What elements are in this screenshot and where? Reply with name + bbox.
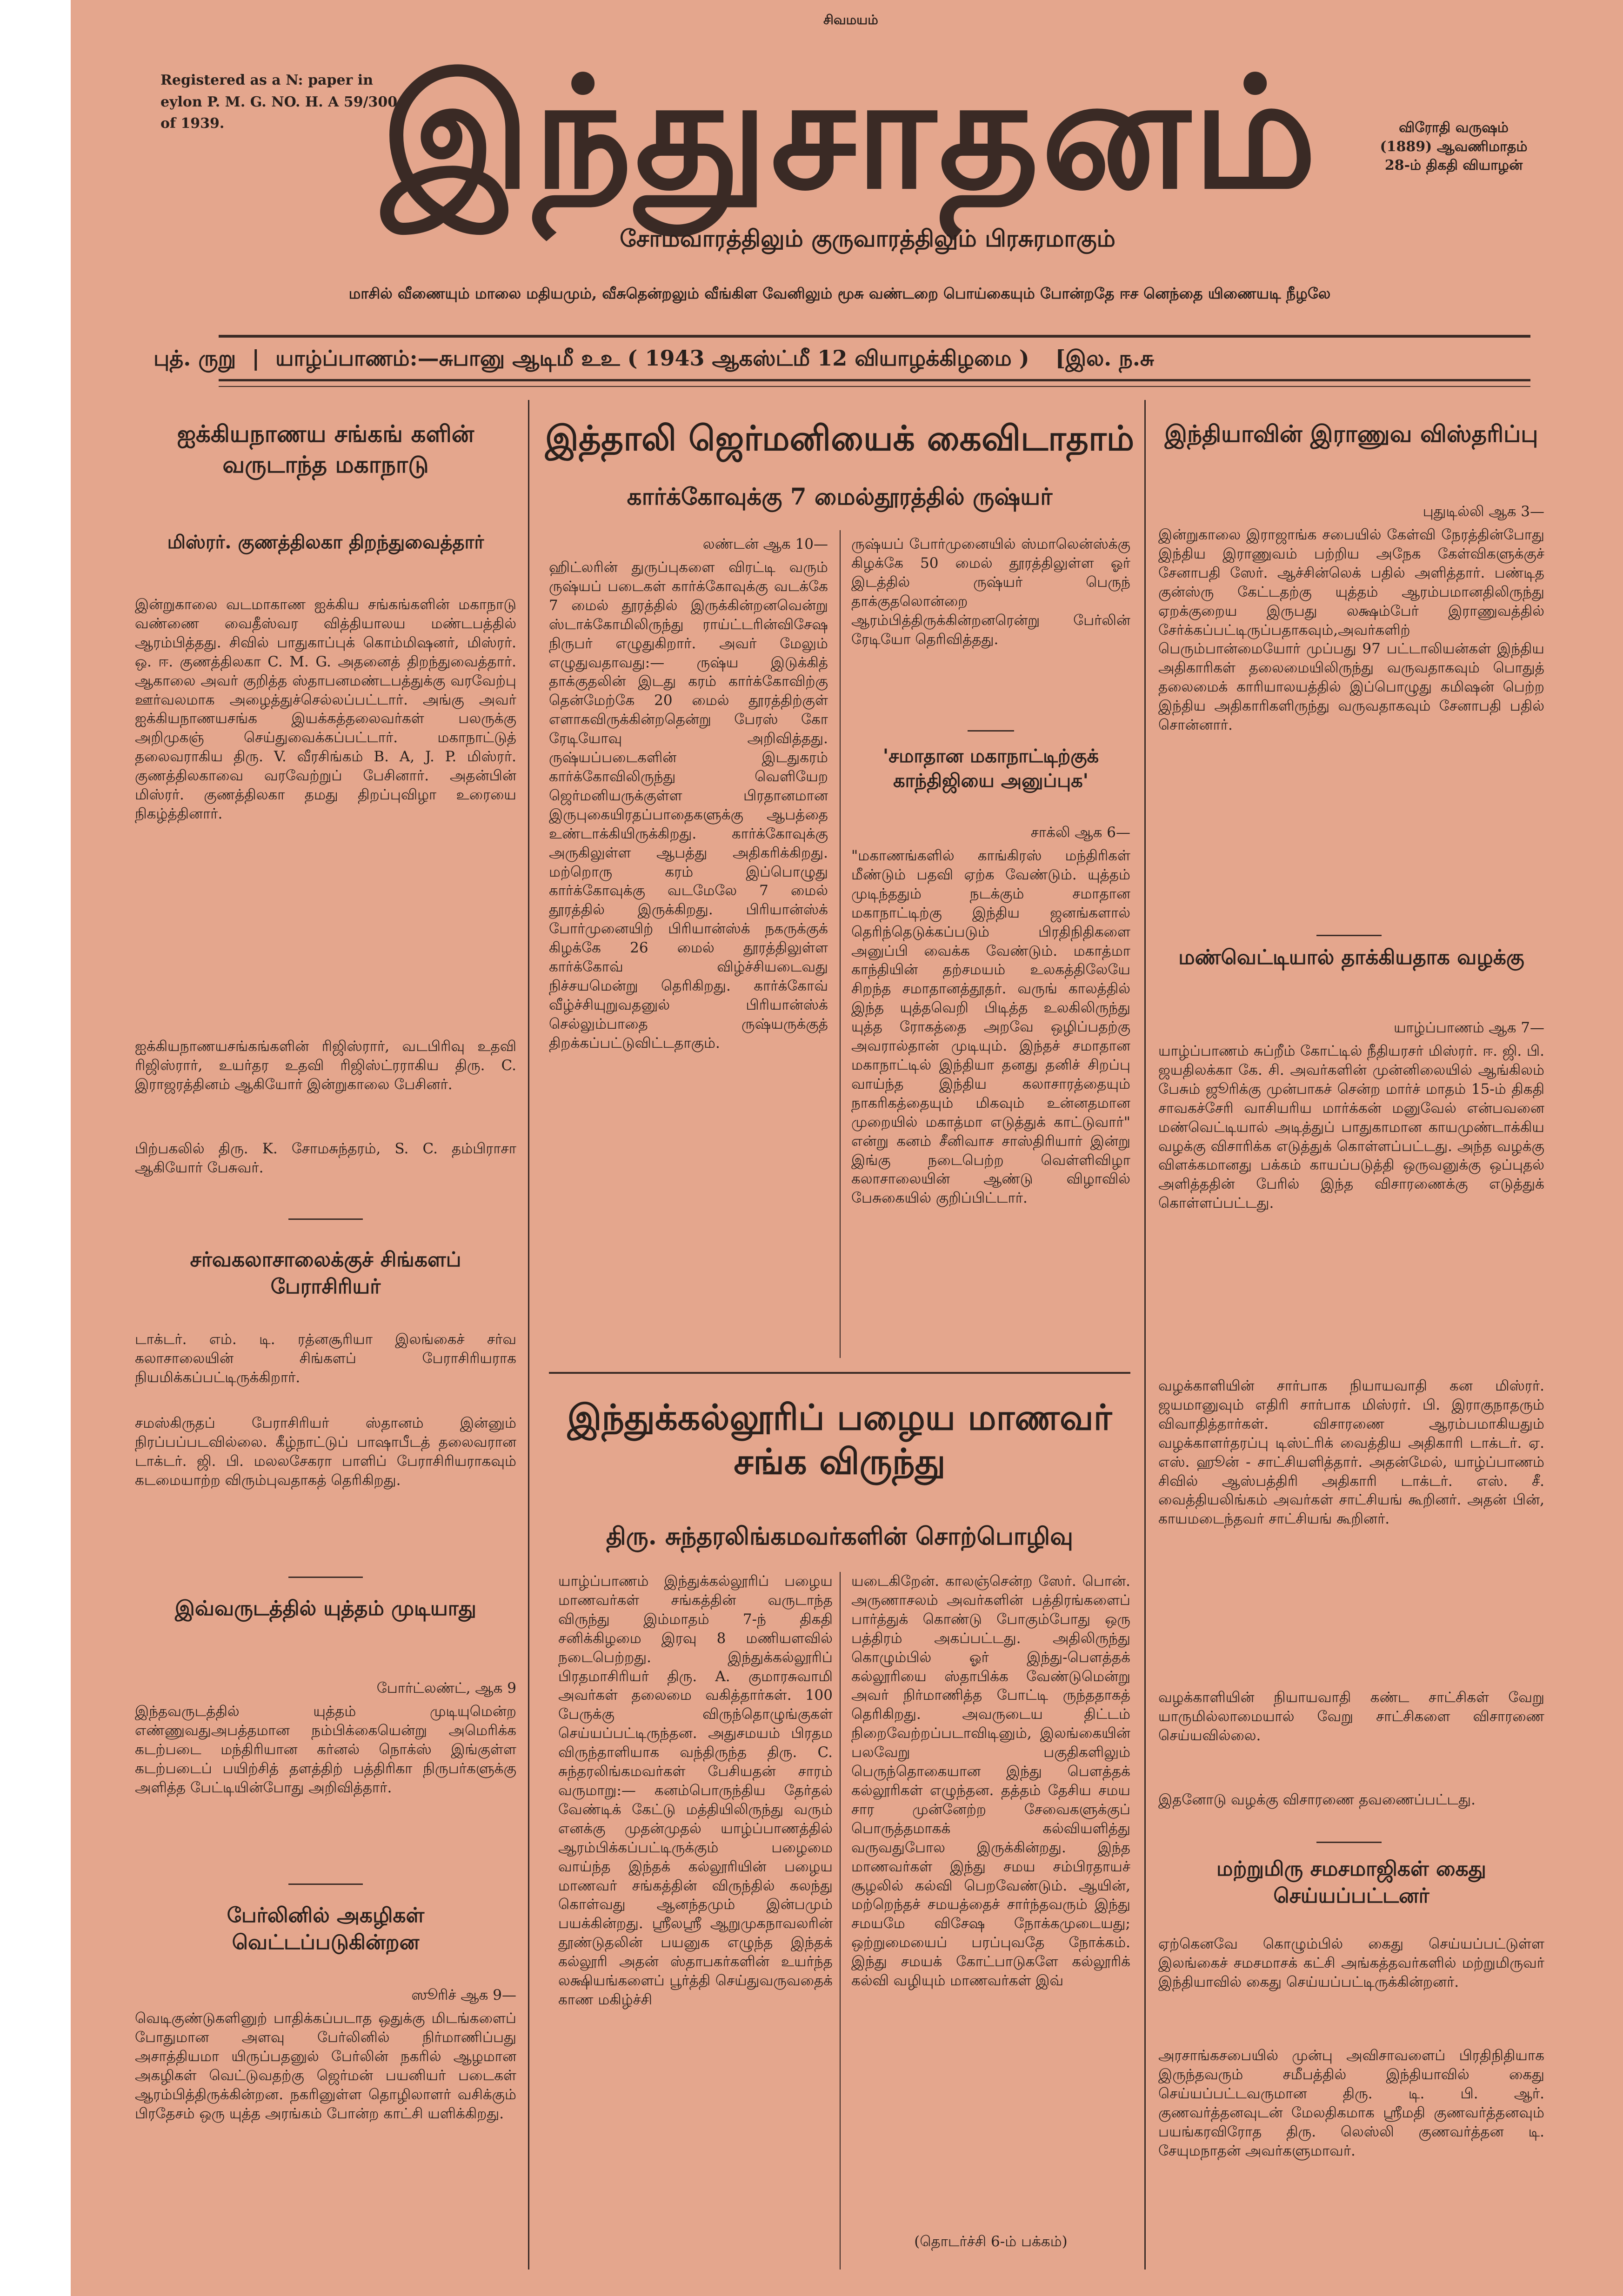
year-info: விரோதி வருஷம் (1889) ஆவணிமாதம் 28-ம் திகதி வியாழன்	[1380, 120, 1528, 173]
column-divider-1	[528, 400, 529, 2269]
article-berlin-trenches-title: பேர்லினில் அகழிகள் வெட்டப்படுகின்றன	[227, 1903, 425, 1955]
article-italy-germany-title: இத்தாலி ஜெர்மனியைக் கைவிடாதாம்	[545, 419, 1135, 459]
article-india-army-dateline: புதுடில்லி ஆக 3—	[1423, 503, 1544, 520]
article-berlin-trenches-dateline: ஸூரிச் ஆக 9—	[411, 1987, 516, 2003]
article-spade-assault-title: மண்வெட்டியால் தாக்கியதாக வழக்கு	[1178, 945, 1524, 969]
article-spade-assault-body-3: வழக்காளியின் நியாயவாதி கண்ட சாட்சிகள் வேறு யாருமில்லாமையால் வேறு சாட்சிகளை விசாரணை செய்யவில்லை.	[1158, 1689, 1544, 1744]
motto-verse: மாசில் வீணையும் மாலை மதியமும், வீசுதென்றலும் வீங்கிள வேனிலும் மூசு வண்டறை பொய்கையும் போன்றதே ஈச னெந்தை யிணையடி நீழலே	[348, 285, 1331, 302]
article-india-army-title: இந்தியாவின் இராணுவ விஸ்தரிப்பு	[1164, 420, 1538, 447]
issue-number: [இல. ந.சு	[1055, 346, 1154, 371]
article-samasamaja-arrest-body-2: அரசாங்கசபையில் முன்பு அவிசாவளைப் பிரதிநிதியாக இருந்தவரும் சமீபத்தில் இந்தியாவில் கைது செய்யப்பட்டவருமான திரு. டி. பி. ஆர். குணவர்த்தனவுடன் மேலதிகமாக ஸ்ரீமதி குணவர்த்தனவும் பயங்கரவிரோத திரு. லெஸ்லி குணவர்த்தன டி. சேயுமநாதன் அவர்களுமாவர்.	[1158, 2047, 1544, 2159]
article-cooperative-conference-body-2: ஐக்கியநாணயசங்கங்களின் ரிஜிஸ்ரார், வடபிரிவு உதவி ரிஜிஸ்ரார், உயர்தர உதவி ரிஜிஸ்ட்ரராகிய திரு. C. இராஜரத்தினம் ஆகியோர் இன்றுகாலை பேசினர்.	[135, 1038, 516, 1093]
article-italy-germany-body-left: ஹிட்லரின் துருப்புகளை விரட்டி வரும் ருஷ்யப் படைகள் கார்க்கோவுக்கு வடக்கே 7 மைல் தூரத்தில் இருக்கின்றனவென்று ஸ்டாக்கோமிலிருந்து ராய்ட்டரின்விசேஷ நிருபர் எழுதுகிறார். அவர் மேலும் எழுதுவதாவது:— ருஷ்ய இடுக்கித் தாக்குதலின் இடது கரம் கார்க்கோவிற்கு தென்மேற்கே 20 மைல் தூரத்திற்குள் எளாகவிருக்கின்றதென்று பேரஸ் கோ ரேடியோவு அறிவித்தது. ருஷ்யப்படைகளின் இடதுகரம் கார்க்கோவிலிருந்து வெளியேற ஜெர்மனியருக்குள்ள பிரதானமான இருபுகையிரதப்பாதைகளுக்கு ஆபத்தை உண்டாக்கியிருக்கிறது. கார்க்கோவுக்கு அருகிலுள்ள ஆபத்து அதிகரிக்கிறது. மற்றொரு கரம் இப்பொழுது கார்க்கோவுக்கு வடமேலே 7 மைல் தூரத்தில் இருக்கிறது. பிரியான்ஸ்க் போர்முனையிற் பிரியான்ஸ்க் நகருக்குக் கிழக்கே 26 மைல் தூரத்திலுள்ள கார்க்கோவ் விழ்ச்சியடைவது நிச்சயமென்று தெரிகிறது. கார்க்கோவ் வீழ்ச்சியுறுவதனுல் பிரியான்ஸ்க் செல்லும்பாதை ருஷ்யருக்குத் திறக்கப்பட்டுவிட்டதாகும்.	[549, 559, 828, 1052]
divider	[968, 730, 1014, 732]
registration-notice: Registered as a N: paper in eylon P. M. G. NO. H. A 59/300 of 1939.	[160, 72, 398, 132]
divider	[288, 1883, 363, 1885]
article-india-army-body: இன்றுகாலை இராஜாங்க சபையில் கேள்வி நேரத்தின்போது இந்திய இராணுவம் பற்றிய அநேக கேள்விகளுக்குச் சேனாபதி ஸேர். ஆச்சின்லெக் பதில் அளித்தார். பண்டித குன்ஸ்ரு கேட்டதற்கு யுத்தம் ஆரம்பமானதிலிருந்து ஏறக்குறைய இருபது லக்ஷம்பேர் இராணுவத்தில் சேர்க்கப்பட்டிருப்பதாகவும்,அவர்களிற் பெரும்பான்மையோர் முப்பது 97 பட்டாலியன்கள் இந்திய அதிகாரிகள் தலைமையிலிருந்து வருவதாகவும் பொதுத் தலைமைக் காரியாலயத்தில் இப்பொழுது கமிஷன் பெற்ற இந்திய அதிகாரிகளிருந்து வருவதாகவும் சேனாபதி பதில் சொன்னார்.	[1158, 526, 1544, 734]
volume-number: புத். ருறு	[154, 346, 236, 371]
dateline-bottom-rule	[219, 379, 1530, 381]
article-sinhala-professor-body: டாக்டர். எம். டி. ரத்னசூரியா இலங்கைச் சர்வ கலாசாலையின் சிங்களப் பேராசிரியராக நியமிக்கப்பட்டிருக்கிறார்.	[135, 1331, 516, 1386]
article-italy-germany-body-right: ருஷ்யப் போர்முனையில் ஸ்மாலென்ஸ்க்கு கிழக்கே 50 மைல் தூரத்திலுள்ள ஓர் இடத்தில் ருஷ்யர் பெருந் தாக்குதலொன்றை ஆரம்பித்திருக்கின்றனரென்று பேர்லின் ரேடியோ தெரிவித்தது.	[851, 536, 1130, 648]
article-spade-assault-body-4: இதனோடு வழக்கு விசாரணை தவணைப்பட்டது.	[1158, 1791, 1476, 1808]
article-samasamaja-arrest-title: மற்றுமிரு சமசமாஜிகள் கைது செய்யப்பட்டனர்	[1216, 1857, 1486, 1908]
article-hindu-college-subtitle: திரு. சுந்தரலிங்கமவர்களின் சொற்பொழிவு	[606, 1522, 1073, 1551]
shivamayam-heading: சிவமயம்	[823, 12, 878, 27]
article-italy-germany-subtitle: கார்க்கோவுக்கு 7 மைல்தூரத்தில் ருஷ்யர்	[627, 483, 1053, 510]
article-spade-assault-body: யாழ்ப்பாணம் சுப்றீம் கோட்டில் நீதியரசர் மிஸ்ரர். ஈ. ஜி. பி. ஜயதிலக்கா கே. சி. அவர்களின் முன்னிலையில் ஆங்கிலம் பேசும் ஜூரிக்கு முன்பாகச் சென்ற மார்ச் மாதம் 15-ம் திகதி சாவகச்சேரி வாசியரிய மார்க்கன் மனுவேல் என்பவனை மண்வெட்டியால் அடித்துப் பாதுகாமான காயமுண்டாக்கிய வழக்கு விசாரிக்க எடுத்துக் கொள்ளப்பட்டது. அந்த வழக்கு விளக்கமானது பக்கம் காயப்படுத்தி ஒருவனுக்கு ஒப்புதல் அளித்ததின் பேரில் இந்த விசாரணைக்கு எடுத்துக் கொள்ளப்பட்டது.	[1158, 1043, 1544, 1212]
masthead-title: இந்துசாதனம்	[381, 42, 1320, 223]
section-rule	[549, 1372, 1130, 1374]
article-berlin-trenches-body: வெடிகுண்டுகளினுற் பாதிக்கப்படாத ஒதுக்கு மிடங்களைப் போதுமான அளவு பேர்லினில் நிர்மாணிப்பது அசாத்தியமா யிருப்பதனுல் பேர்லின் நகரில் ஆழமான அகழிகள் வெட்டுவதற்கு ஜெர்மன் பயனியர் படைகள் ஆரம்பித்திருக்கின்றன. நகரினுள்ள தொழிலாளர் வசிக்கும் பிரதேசம் ஒரு யுத்த அரங்கம் போன்ற காட்சி யளிக்கிறது.	[135, 2010, 516, 2122]
article-war-not-ending-dateline: போர்ட்லண்ட், ஆக 9	[376, 1680, 516, 1697]
article-italy-germany-dateline: லண்டன் ஆக 10—	[702, 536, 828, 552]
article-cooperative-conference-title: ஐக்கியநாணய சங்கங் களின் வருடாந்த மகாநாடு	[177, 420, 474, 478]
article-gandhi-peace-dateline: சாக்லி ஆக 6—	[1030, 824, 1130, 841]
article-spade-assault-body-2: வழக்காளியின் சார்பாக நியாயவாதி கன மிஸ்ரர். ஜயமானுவும் எதிரி சார்பாக மிஸ்ரர். பி. இராகுநாதரும் விவாதித்தார்கள். விசாரணை ஆரம்பமாகியதும் வழக்காளர்தரப்பு டிஸ்ட்ரிக் வைத்திய அதிகாரி டாக்டர். ஏ. எஸ். ஹூன் - சாட்சியளித்தார். அதன்மேல், யாழ்ப்பாணம் சிவில் ஆஸ்பத்திரி அதிகாரி டாக்டர். எஸ். சீ. வைத்தியலிங்கம் அவர்கள் சாட்சியங் கூறினர். அதன் பின், காயமடைந்தவர் சாட்சியங் கூறினர்.	[1158, 1378, 1544, 1528]
dateline-bottom-rule-thin	[219, 386, 1530, 387]
divider	[288, 1577, 363, 1578]
place-and-date: யாழ்ப்பாணம்:—சுபானு ஆடிமீ உஉ ( 1943 ஆகஸ்ட்மீ 12 வியாழக்கிழமை )	[275, 346, 1029, 371]
article-cooperative-conference-subtitle: மிஸ்ரர். குணத்திலகா திறந்துவைத்தார்	[167, 531, 484, 553]
dateline: புத். ருறு | யாழ்ப்பாணம்:—சுபானு ஆடிமீ உஉ ( 1943 ஆகஸ்ட்மீ 12 வியாழக்கிழமை ) [இல. ந.சு	[154, 346, 1154, 371]
article-cooperative-conference-body: இன்றுகாலை வடமாகாண ஐக்கிய சங்கங்களின் மகாநாடு வண்ணை வைதீஸ்வர வித்தியாலய மண்டபத்தில் ஆரம்பித்தது. சிவில் பாதுகாப்புக் கொம்மிஷனர், மிஸ்ரர். ஒ. ஈ. குணத்திலகா C. M. G. அதனைத் திறந்துவைத்தார். ஆகாலை அவர் குறித்த ஸ்தாபனமண்டபத்துக்கு வரவேற்பு ஊர்வலமாக அழைத்துச்செல்லப்பட்டார். அங்கு அவர் ஐக்கியநாணயசங்க இயக்கத்தலைவர்கள் பலருக்கு அறிமுகஞ் செய்துவைக்கப்பட்டார். மகாநாட்டுத் தலைவராகிய திரு. V. வீரசிங்கம் B. A, J. P. மிஸ்ரர். குணத்திலகாவை வரவேற்றுப் பேசினார். அதன்பின் மிஸ்ரர். குணத்திலகா தமது திறப்புவிழா உரையை நிகழ்த்தினார்.	[135, 596, 516, 822]
article-war-not-ending-title: இவ்வருடத்தில் யுத்தம் முடியாது	[175, 1597, 476, 1620]
article-samasamaja-arrest-body: ஏற்கெனவே கொழும்பில் கைது செய்யப்பட்டுள்ள இலங்கைச் சமசமாசக் கட்சி அங்கத்தவர்களில் மற்றுமிருவர் இந்தியாவில் கைது செய்யப்பட்டிருக்கின்றனர்.	[1158, 1936, 1544, 1990]
divider	[288, 1218, 363, 1220]
article-gandhi-peace-body: "மகாணங்களில் காங்கிரஸ் மந்திரிகள் மீண்டும் பதவி ஏற்க வேண்டும். யுத்தம் முடிந்ததும் நடக்கும் சமாதான மகாநாட்டிற்கு இந்திய ஜனங்களால் தெரிந்தெடுக்கப்படும் பிரதிநிதிகளை அனுப்பி வைக்க வேண்டும். மகாத்மா காந்தியின் தற்சமயம் உலகத்திலேயே சிறந்த சமாதானத்தூதர். வருங் காலத்தில் இந்த யுத்தவெறி பிடித்த உலகிலிருந்து யுத்த ரோகத்தை அறவே ஒழிப்பதற்கு அவரால்தான் முடியும். இந்தச் சமாதான மகாநாட்டில் இந்தியா தனது தனிச் சிறப்பு வாய்ந்த இந்திய கலாசாரத்தையும் நாகரிகத்தையும் மிகவும் உன்னதமான முறையில் மகாத்மா எடுத்துக் காட்டுவார்" என்று கனம் சீனிவாச சாஸ்திரியார் இன்று இங்கு நடைபெற்ற வெள்ளிவிழா கலாசாலையின் ஆண்டு விழாவில் பேசுகையில் குறிப்பிட்டார்.	[851, 847, 1130, 1207]
article-hindu-college-body-right: யடைகிறேன். காலஞ்சென்ற ஸேர். பொன். அருணாசலம் அவர்களின் பத்திரங்களைப் பார்த்துக் கொண்டு போகும்போது ஒரு பத்திரம் அகப்பட்டது. அதிலிருந்து கொழும்பில் ஓர் இந்து-பௌத்தக் கல்லூரியை ஸ்தாபிக்க வேண்டுமென்று அவர் நிர்மாணித்த போட்டி ருந்ததாகத் தெரிகிறது. அவருடைய திட்டம் நிறைவேற்றப்படாவிடினும், இலங்கையின் பலவேறு பகுதிகளிலும் பெருந்தொகையான இந்து பௌத்தக் கல்லூரிகள் எழுந்தன. தத்தம் தேசிய சமய சார முன்னேற்ற சேவைகளுக்குப் பொருத்தமாகக் கல்வியளித்து வருவதுபோல இருக்கின்றது. இந்த மாணவர்கள் இந்து சமய சம்பிரதாயச் சூழலில் கல்வி பெறவேண்டும். ஆயின், மற்றெந்தச் சமயத்தைச் சார்ந்தவரும் இந்து சமயமே விசேஷ நோக்கமுடையது; ஒற்றுமையைப் பரப்புவதே நோக்கம். இந்து சமயக் கோட்பாடுகளே கல்லூரிக் கல்வி வழியும் மாணவர்கள் இவ்	[851, 1573, 1130, 1990]
article-hindu-college-body-left: யாழ்ப்பாணம் இந்துக்கல்லூரிப் பழைய மாணவர்கள் சங்கத்தின் வருடாந்த விருந்து இம்மாதம் 7-ந் திகதி சனிக்கிழமை இரவு 8 மணியளவில் நடைபெற்றது. இந்துக்கல்லூரிப் பிரதமாசிரியர் திரு. A. குமாரசுவாமி அவர்கள் தலைமை வகித்தார்கள். 100 பேருக்கு விருந்தொழுங்குகள் செய்யப்பட்டிருந்தன. அதுசமயம் பிரதம விருந்தாளியாக வந்திருந்த திரு. C. சுந்தரலிங்கமவர்கள் பேசியதன் சாரம் வருமாறு:— கனம்பொருந்திய தேர்தல் வேண்டிக் கேட்டு மத்தியிலிருந்து வரும் எனக்கு முதன்முதல் யாழ்ப்பாணத்தில் ஆரம்பிக்கப்பட்டிருக்கும் பழைமை வாய்ந்த இந்தக் கல்லூரியின் பழைய மாணவர் சங்கத்தின் விருந்தில் கலந்து கொள்வது ஆனந்தமும் இன்பமும் பயக்கின்றது. ஸ்ரீலஸ்ரீ ஆறுமுகநாவலரின் தூண்டுதலின் பயனுக எழுந்த இந்தக் கல்லூரி அதன் ஸ்தாபகர்களின் உயர்ந்த லக்ஷியங்களைப் பூர்த்தி செய்துவருவதைக் காண மகிழ்ச்சி	[558, 1573, 833, 2008]
top-rule	[219, 335, 1530, 338]
divider	[1316, 1842, 1382, 1843]
column-divider-2	[1144, 400, 1146, 2269]
publication-schedule: சோமவாரத்திலும் குருவாரத்திலும் பிரசுரமாகும்	[620, 225, 1115, 252]
article-gandhi-peace-title: 'சமாதான மகாநாட்டிற்குக் காந்திஜியை அனுப்புக'	[882, 745, 1099, 792]
article-cooperative-conference-body-3: பிற்பகலில் திரு. K. சோமசுந்தரம், S. C. தம்பிராசா ஆகியோர் பேசுவர்.	[135, 1140, 516, 1176]
continued-notice: (தொடர்ச்சி 6-ம் பக்கம்)	[914, 2233, 1068, 2250]
article-sinhala-professor-title: சர்வகலாசாலைக்குச் சிங்களப் பேராசிரியர்	[190, 1248, 461, 1299]
subcolumn-divider	[840, 1572, 841, 2269]
divider	[1316, 935, 1382, 936]
article-sinhala-professor-body-2: சமஸ்கிருதப் பேராசிரியர் ஸ்தானம் இன்னும் நிரப்பப்படவில்லை. கீழ்நாட்டுப் பாஷாபீடத் தலைவரான டாக்டர். ஜி. பி. மலலசேகரா பாளிப் பேராசிரியராகவும் கடமையாற்ற விரும்புவதாகத் தெரிகிறது.	[135, 1415, 516, 1489]
article-spade-assault-dateline: யாழ்ப்பாணம் ஆக 7—	[1394, 1019, 1544, 1036]
subcolumn-divider	[840, 530, 841, 1358]
article-hindu-college-title: இந்துக்கல்லூரிப் பழைய மாணவர் சங்க விருந்து	[567, 1397, 1112, 1482]
article-war-not-ending-body: இந்தவருடத்தில் யுத்தம் முடியுமென்ற எண்ணுவதுஅபத்தமான நம்பிக்கையென்று அமெரிக்க கடற்படை மந்திரியான கர்னல் நொக்ஸ் இங்குள்ள கடற்படைப் பயிற்சித் தளத்திற் பத்திரிகா நிருபர்களுக்கு அளித்த பேட்டியின்போது அறிவித்தார்.	[135, 1703, 516, 1796]
